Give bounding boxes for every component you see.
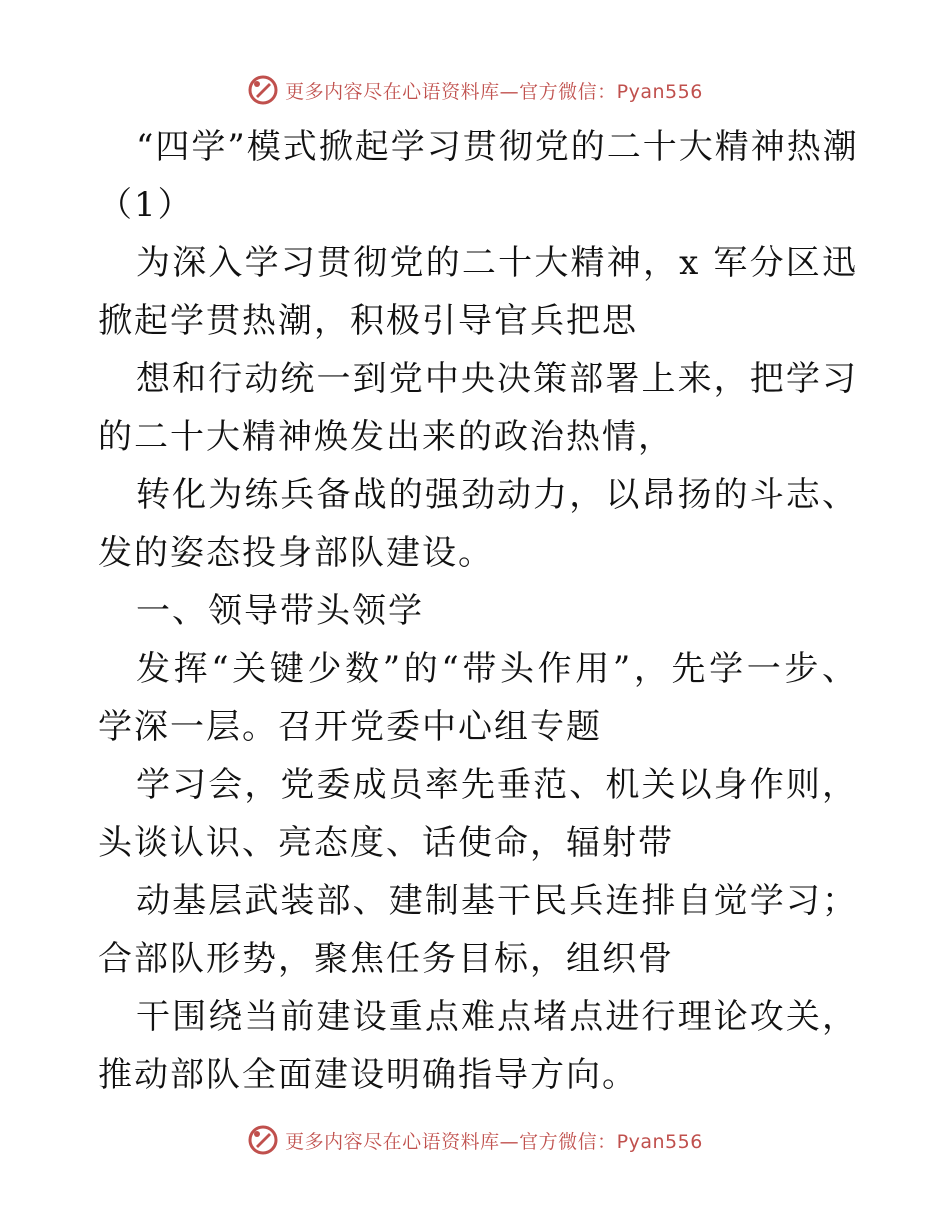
logo-icon <box>247 1124 279 1156</box>
paragraph-line: 发挥“关键少数”的“带头作用”，先学一步、 <box>136 649 858 689</box>
paragraph-line: 的二十大精神焕发出来的政治热情， <box>98 417 674 457</box>
paragraph-line: 为深入学习贯彻党的二十大精神，x 军分区迅 <box>136 243 858 283</box>
paragraph-line: 头谈认识、亮态度、话使命，辐射带 <box>98 823 674 863</box>
watermark-text: 更多内容尽在心语资料库—官方微信：Pyan556 <box>285 80 703 103</box>
watermark-text: 更多内容尽在心语资料库—官方微信：Pyan556 <box>285 1130 703 1153</box>
section-heading: 一、领导带头领学 <box>136 591 424 631</box>
document-body <box>98 118 858 1104</box>
paragraph-line: 发的姿态投身部队建设。 <box>98 533 494 573</box>
paragraph-line: 掀起学贯热潮，积极引导官兵把思 <box>98 301 638 341</box>
paragraph-line: 学习会，党委成员率先垂范、机关以身作则， <box>136 765 858 805</box>
title-line-2: （1） <box>98 185 194 225</box>
paragraph-line: 学深一层。召开党委中心组专题 <box>98 707 602 747</box>
title-line-1: “四学”模式掀起学习贯彻党的二十大精神热潮 <box>136 127 859 167</box>
paragraph-line: 推动部队全面建设明确指导方向。 <box>98 1055 638 1095</box>
paragraph-line: 合部队形势，聚焦任务目标，组织骨 <box>98 939 674 979</box>
paragraph-line: 想和行动统一到党中央决策部署上来，把学习 <box>136 359 858 399</box>
paragraph-line: 转化为练兵备战的强劲动力，以昂扬的斗志、 <box>136 475 858 515</box>
paragraph-line: 干围绕当前建设重点难点堵点进行理论攻关， <box>136 997 858 1037</box>
paragraph-line: 动基层武装部、建制基干民兵连排自觉学习； <box>136 881 858 921</box>
watermark-banner-top <box>0 70 950 110</box>
logo-icon <box>247 74 279 106</box>
watermark-banner-bottom <box>0 1120 950 1160</box>
